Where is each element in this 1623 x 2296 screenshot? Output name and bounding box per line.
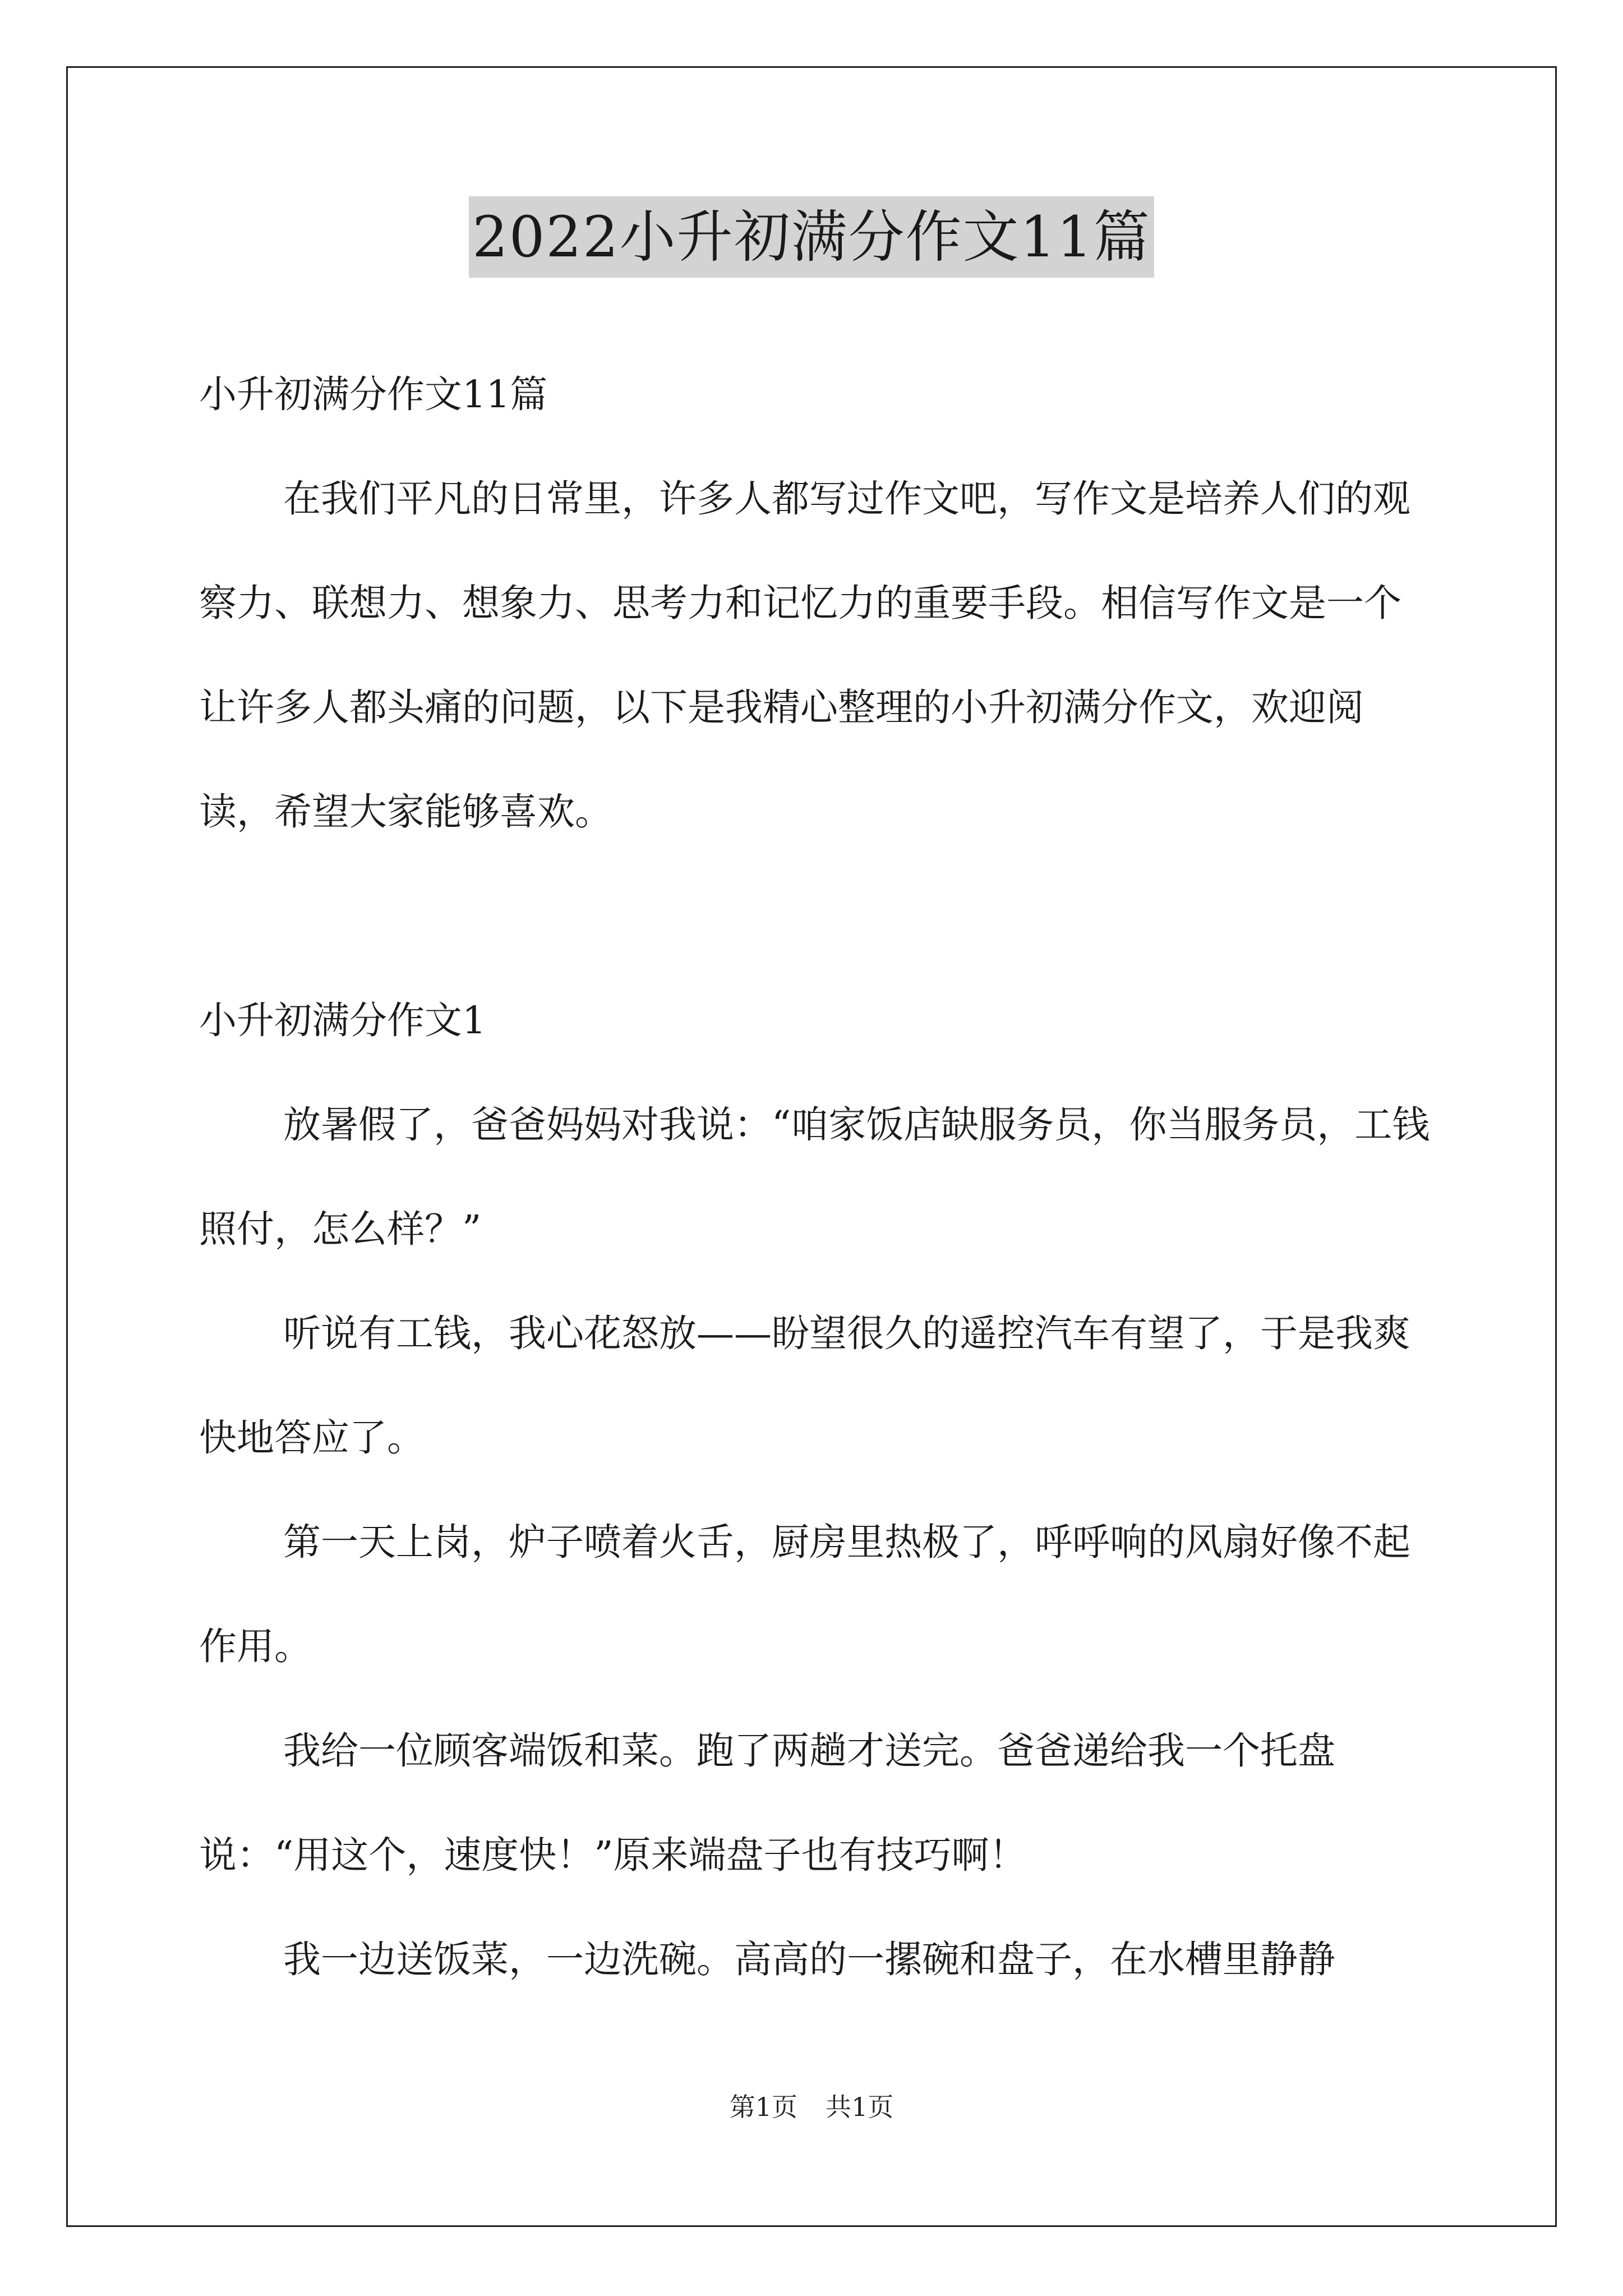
body-paragraph: 我给一位顾客端饭和菜。跑了两趟才送完。爸爸递给我一个托盘说：“用这个，速度快！”原来端盘子也有技巧啊！ xyxy=(199,1729,1335,1877)
section-heading: 小升初满分作文1 xyxy=(199,999,486,1042)
section-spacer xyxy=(199,864,1438,968)
title-container xyxy=(0,196,1623,278)
document-title: 2022小升初满分作文11篇 xyxy=(469,196,1154,278)
page-number-total: 共1页 xyxy=(826,2092,894,2122)
document-subtitle: 小升初满分作文11篇 xyxy=(199,372,548,416)
body-paragraph: 第一天上岗，炉子喷着火舌，厨房里热极了，呼呼响的风扇好像不起作用。 xyxy=(199,1520,1410,1668)
page-number-current: 第1页 xyxy=(729,2092,797,2122)
body-paragraph: 我一边送饭菜，一边洗碗。高高的一摞碗和盘子，在水槽里静静 xyxy=(283,1938,1335,1981)
page-footer xyxy=(0,2090,1623,2124)
body-paragraph: 听说有工钱，我心花怒放——盼望很久的遥控汽车有望了，于是我爽快地答应了。 xyxy=(199,1312,1410,1460)
body-paragraph: 放暑假了，爸爸妈妈对我说：“咱家饭店缺服务员，你当服务员，工钱照付，怎么样？” xyxy=(199,1103,1430,1251)
intro-paragraph: 在我们平凡的日常里，许多人都写过作文吧，写作文是培养人们的观察力、联想力、想象力、思考力和记忆力的重要手段。相信写作文是一个让许多人都头痛的问题，以下是我精心整理的小升初满分作文，欢迎阅读，希望大家能够喜欢。 xyxy=(199,477,1410,834)
document-body xyxy=(199,342,1438,2012)
